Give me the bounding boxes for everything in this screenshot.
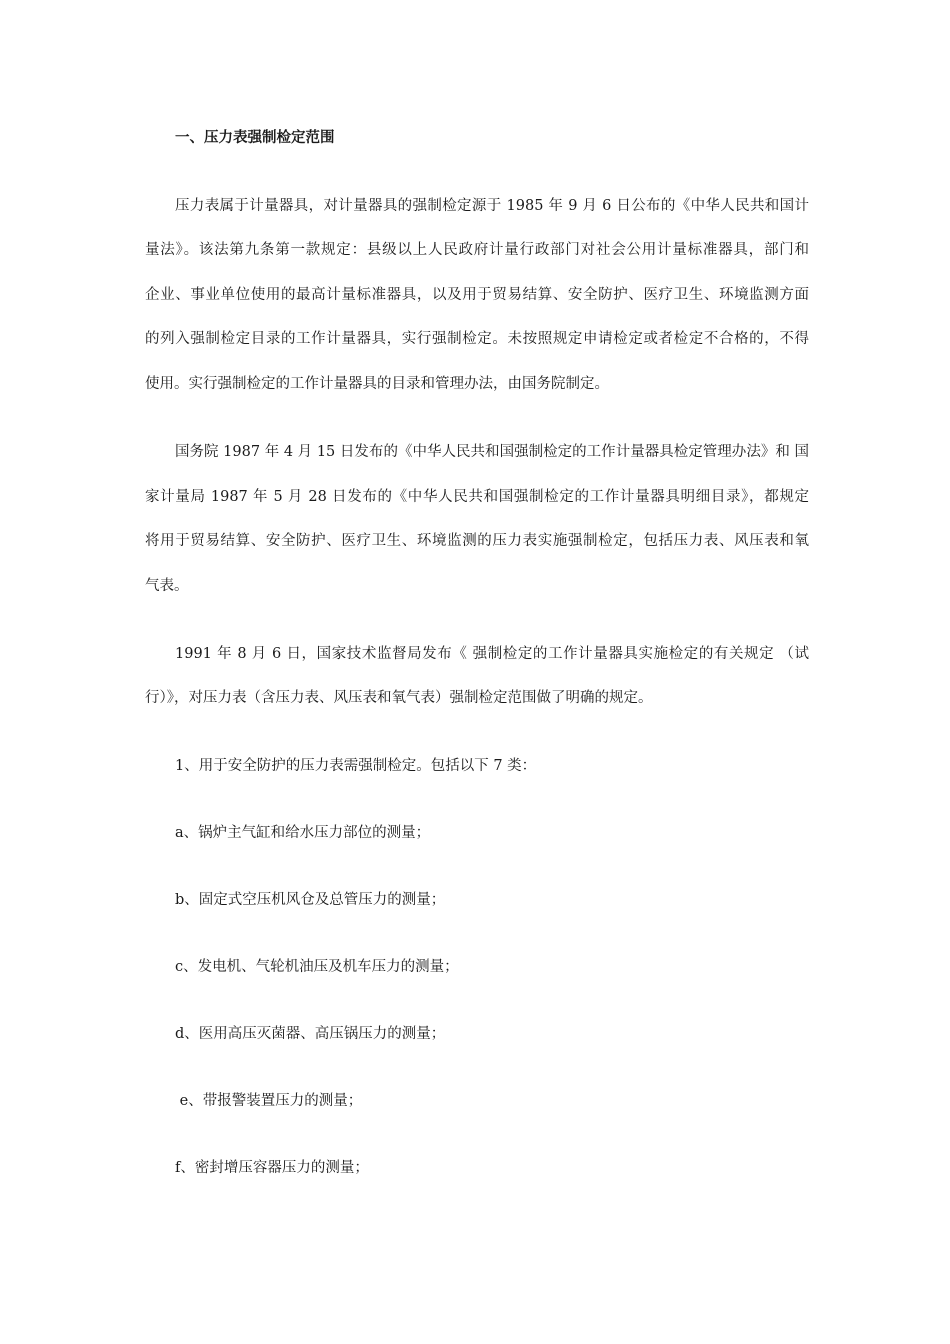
paragraph-3-line-1: 1991 年 8 月 6 日，国家技术监督局发布《 强制检定的工作计量器具实施检定的有关规定 （试	[175, 646, 809, 662]
list-item-e: e、带报警装置压力的测量；	[175, 1093, 363, 1109]
list-item-d: d、医用高压灭菌器、高压锅压力的测量；	[175, 1026, 446, 1042]
paragraph-3-line-2: 行）》，对压力表（含压力表、风压表和氧气表）强制检定范围做了明确的规定。	[145, 690, 653, 706]
paragraph-1-line-2: 量法》。该法第九条第一款规定：县级以上人民政府计量行政部门对社会公用计量标准器具，部门和	[145, 242, 809, 258]
paragraph-1-line-3: 企业、事业单位使用的最高计量标准器具，以及用于贸易结算、安全防护、医疗卫生、环境监测方面	[145, 287, 809, 303]
paragraph-1-line-1: 压力表属于计量器具，对计量器具的强制检定源于 1985 年 9 月 6 日公布的《中华人民共和国计	[175, 198, 809, 214]
section-heading: 一、压力表强制检定范围	[175, 129, 335, 146]
list-intro: 1、用于安全防护的压力表需强制检定。包括以下 7 类：	[175, 758, 537, 774]
list-item-f: f、密封增压容器压力的测量；	[175, 1160, 369, 1176]
paragraph-2-line-2: 家计量局 1987 年 5 月 28 日发布的《中华人民共和国强制检定的工作计量器具明细目录》，都规定	[145, 489, 809, 505]
list-item-b: b、固定式空压机风仓及总管压力的测量；	[175, 892, 446, 908]
list-item-a: a、锅炉主气缸和给水压力部位的测量；	[175, 825, 431, 841]
paragraph-1-line-5: 使用。实行强制检定的工作计量器具的目录和管理办法，由国务院制定。	[145, 376, 609, 392]
list-item-c: c、发电机、气轮机油压及机车压力的测量；	[175, 959, 459, 975]
paragraph-1-line-4: 的列入强制检定目录的工作计量器具，实行强制检定。未按照规定申请检定或者检定不合格的，不得	[145, 331, 809, 347]
paragraph-2-line-4: 气表。	[145, 578, 189, 594]
paragraph-2-line-3: 将用于贸易结算、安全防护、医疗卫生、环境监测的压力表实施强制检定，包括压力表、风压表和氧	[145, 533, 809, 549]
paragraph-2-line-1: 国务院 1987 年 4 月 15 日发布的《中华人民共和国强制检定的工作计量器具检定管理办法》和 国	[175, 444, 809, 460]
